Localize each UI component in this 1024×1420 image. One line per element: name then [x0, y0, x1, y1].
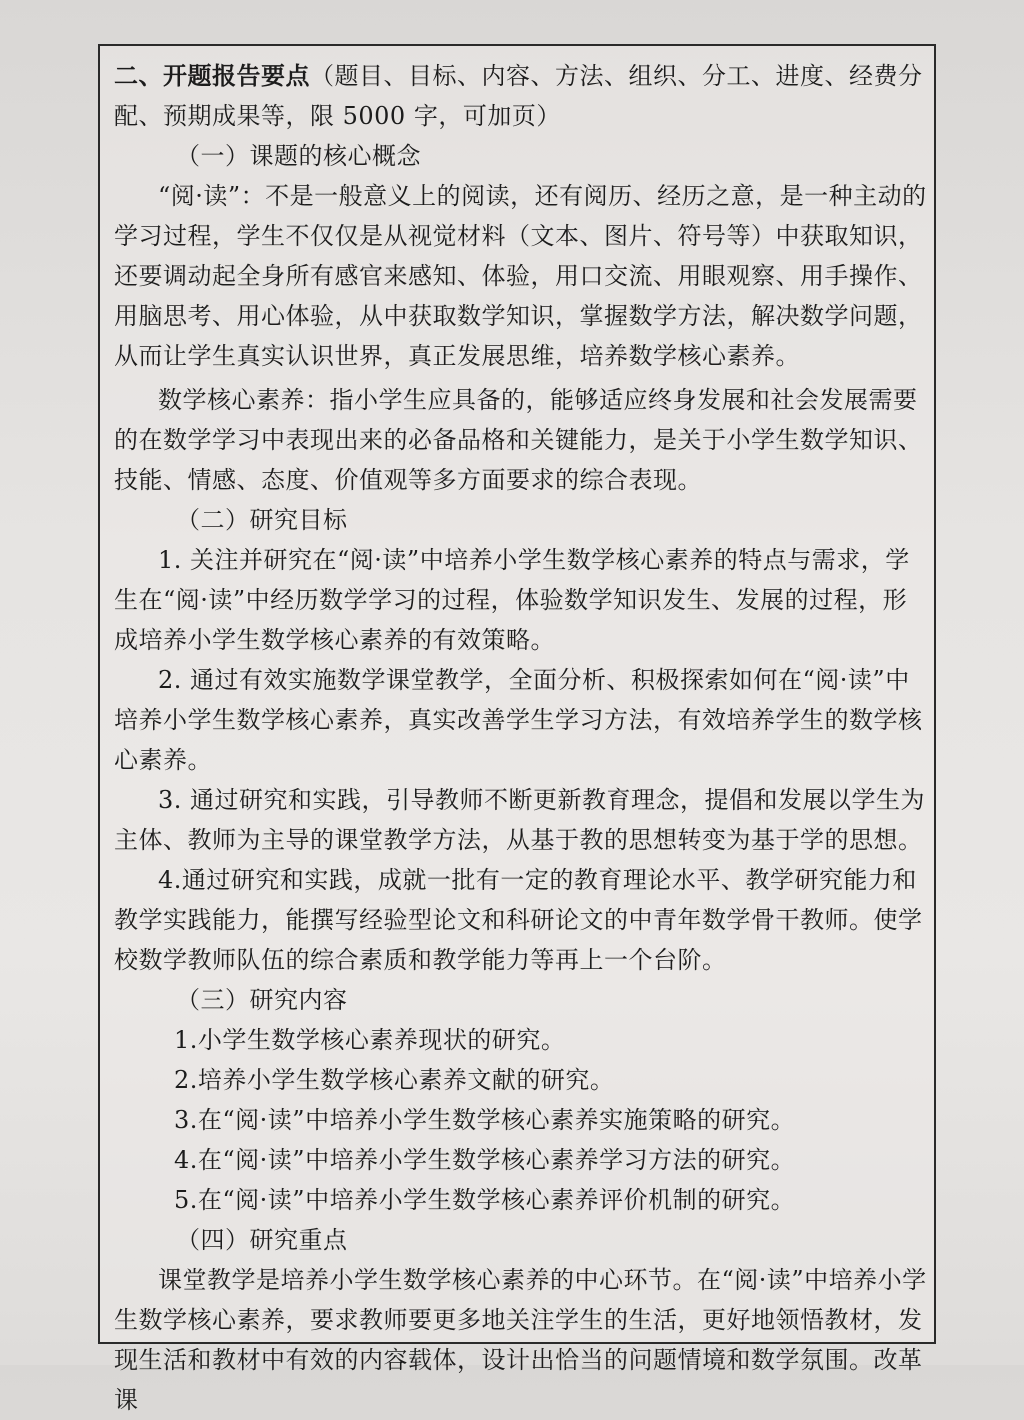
- section-title-bold: 二、开题报告要点: [114, 61, 310, 90]
- heading-core-concepts: （一）课题的核心概念: [176, 142, 421, 170]
- document-body: [114, 56, 929, 1420]
- heading-research-focus: （四）研究重点: [176, 1226, 348, 1254]
- content-item-5: 5.在“阅·读”中培养小学生数学核心素养评价机制的研究。: [174, 1186, 796, 1214]
- goal-item-3: 3. 通过研究和实践，引导教师不断更新教育理念，提倡和发展以学生为主体、教师为主导的课堂教学方法，从基于教的思想转变为基于学的思想。: [114, 786, 926, 854]
- content-item-4: 4.在“阅·读”中培养小学生数学核心素养学习方法的研究。: [174, 1146, 796, 1174]
- goal-item-1: 1. 关注并研究在“阅·读”中培养小学生数学核心素养的特点与需求，学生在“阅·读”中经历数学学习的过程，体验数学知识发生、发展的过程，形成培养小学生数学核心素养的有效策略。: [114, 546, 910, 654]
- content-item-1: 1.小学生数学核心素养现状的研究。: [174, 1026, 566, 1054]
- paragraph-research-focus: 课堂教学是培养小学生数学核心素养的中心环节。在“阅·读”中培养小学生数学核心素养，要求教师要更多地关注学生的生活，更好地领悟教材，发现生活和教材中有效的内容载体，设计出恰当的问题情境和数学氛围。改革课: [114, 1266, 927, 1414]
- goal-item-4: 4.通过研究和实践，成就一批有一定的教育理论水平、教学研究能力和教学实践能力，能撰写经验型论文和科研论文的中青年数学骨干教师。使学校数学教师队伍的综合素质和教学能力等再上一个台阶。: [114, 866, 923, 974]
- document-table-frame: [98, 44, 936, 1414]
- paragraph-yuedu-definition: “阅·读”：不是一般意义上的阅读，还有阅历、经历之意，是一种主动的学习过程，学生不仅仅是从视觉材料（文本、图片、符号等）中获取知识，还要调动起全身所有感官来感知、体验，用口交流、用眼观察、用手操作、用脑思考、用心体验，从中获取数学知识，掌握数学方法，解决数学问题，从而让学生真实认识世界，真正发展思维，培养数学核心素养。: [114, 182, 927, 370]
- heading-research-content: （三）研究内容: [176, 986, 348, 1014]
- goal-item-2: 2. 通过有效实施数学课堂教学，全面分析、积极探索如何在“阅·读”中培养小学生数学核心素养，真实改善学生学习方法，有效培养学生的数学核心素养。: [114, 666, 923, 774]
- content-item-2: 2.培养小学生数学核心素养文献的研究。: [174, 1066, 615, 1094]
- content-item-3: 3.在“阅·读”中培养小学生数学核心素养实施策略的研究。: [174, 1106, 796, 1134]
- paragraph-core-literacy-definition: 数学核心素养：指小学生应具备的，能够适应终身发展和社会发展需要的在数学学习中表现出来的必备品格和关键能力，是关于小学生数学知识、技能、情感、态度、价值观等多方面要求的综合表现。: [114, 386, 923, 494]
- section-title: [114, 56, 929, 136]
- heading-research-goals: （二）研究目标: [176, 506, 348, 534]
- section-title-rest: （题目、目标、内容、方法、组织、分工、进度、经费分配、预期成果等，限 5000 字，可加页）: [114, 62, 923, 130]
